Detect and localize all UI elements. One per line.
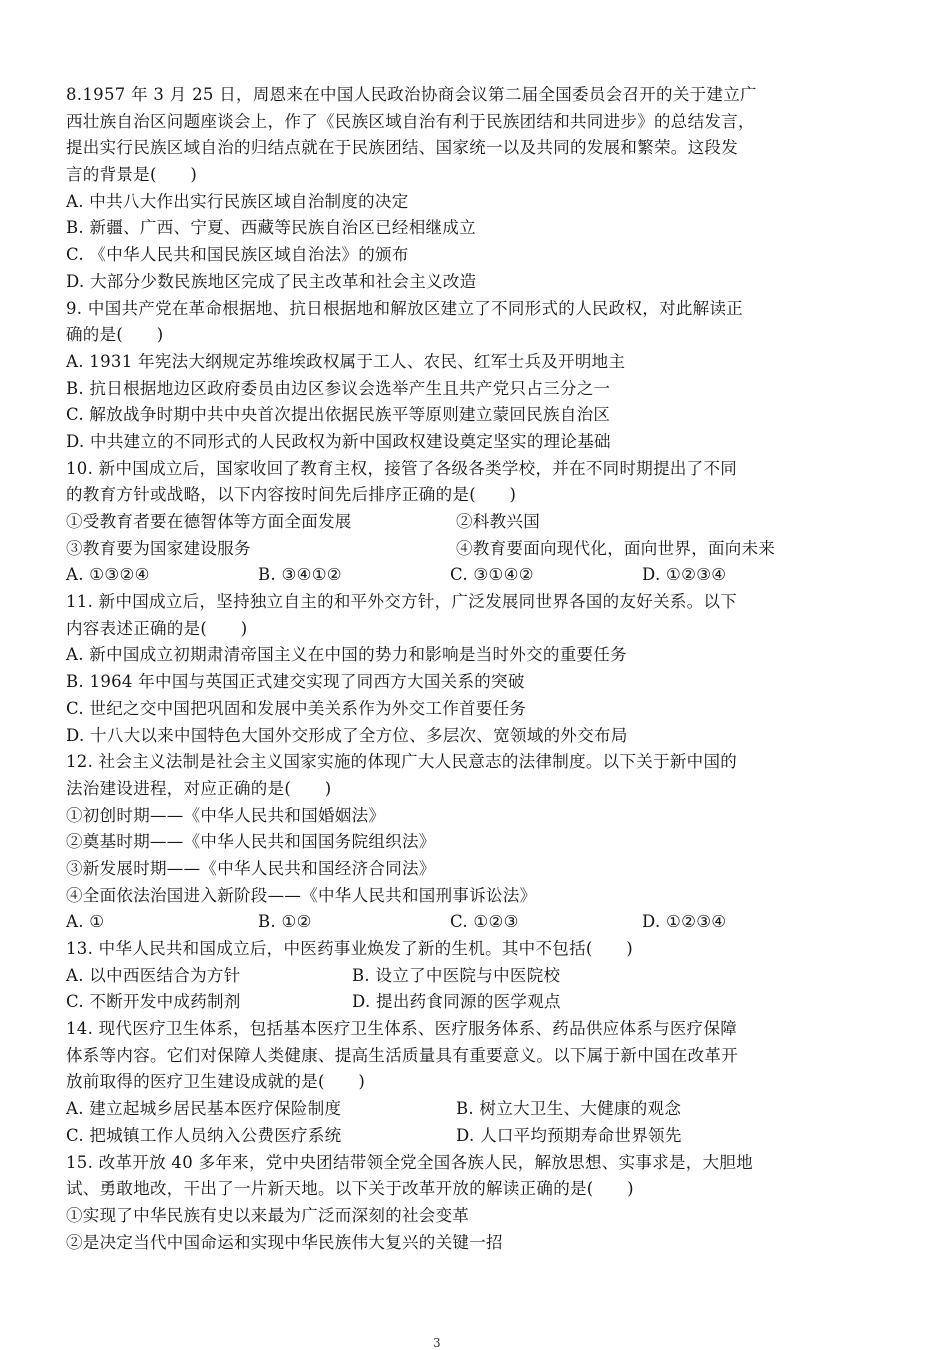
- q10-item-2: ②科教兴国: [456, 512, 540, 531]
- q8-option-c: C. 《中华人民共和国民族区域自治法》的颁布: [66, 245, 409, 265]
- q13-options-row: [66, 963, 814, 990]
- q14-options-row: [66, 1123, 814, 1150]
- q14-option-a: A. 建立起城乡居民基本医疗保险制度: [66, 1099, 342, 1119]
- q12-option-a: A. ①: [66, 912, 105, 932]
- q14-stem-line: 体系等内容。它们对保障人类健康、提高生活质量具有重要意义。以下属于新中国在改革开: [66, 1045, 738, 1065]
- q12-stem-line: 法治建设进程，对应正确的是( ): [66, 778, 332, 798]
- q11-option-d: D. 十八大以来中国特色大国外交形成了全方位、多层次、宽领域的外交布局: [66, 725, 628, 745]
- q10-stem-line: 的教育方针或战略，以下内容按时间先后排序正确的是( ): [66, 485, 517, 505]
- q8-option-b: B. 新疆、广西、宁夏、西藏等民族自治区已经相继成立: [66, 218, 476, 238]
- q14-stem-line: 14. 现代医疗卫生体系，包括基本医疗卫生体系、医疗服务体系、药品供应体系与医疗保障: [66, 1019, 738, 1039]
- q13-stem-line: 13. 中华人民共和国成立后，中医药事业焕发了新的生机。其中不包括( ): [66, 939, 633, 958]
- q11-stem-line: 11. 新中国成立后，坚持独立自主的和平外交方针，广泛发展同世界各国的友好关系。以下: [66, 592, 738, 612]
- q9-stem-line: 9. 中国共产党在革命根据地、抗日根据地和解放区建立了不同形式的人民政权，对此解读正: [66, 298, 744, 318]
- q9-option-d: D. 中共建立的不同形式的人民政权为新中国政权建设奠定坚实的理论基础: [66, 431, 611, 451]
- q10-option-c: C. ③①④②: [450, 565, 534, 585]
- q12-option-c: C. ①②③: [450, 912, 519, 932]
- q9-stem-line: 确的是( ): [66, 325, 164, 345]
- q12-option-d: D. ①②③④: [642, 912, 727, 932]
- q8-stem-line: 8.1957 年 3 月 25 日，周恩来在中国人民政治协商会议第二届全国委员会召开的关于建立广: [66, 85, 757, 104]
- q10-stem-line: 10. 新中国成立后，国家收回了教育主权，接管了各级各类学校，并在不同时期提出了不同: [66, 458, 738, 478]
- q14-options-row: [66, 1096, 814, 1123]
- question-sheet: [66, 82, 814, 1256]
- q12-stem-line: 12. 社会主义法制是社会主义国家实施的体现广大人民意志的法律制度。以下关于新中国的: [66, 752, 738, 772]
- q10-options-row: [66, 562, 814, 589]
- q14-option-d: D. 人口平均预期寿命世界领先: [456, 1125, 682, 1145]
- q13-option-a: A. 以中西医结合为方针: [66, 965, 241, 985]
- q15-stem-line: 试、勇敢地改，干出了一片新天地。以下关于改革开放的解读正确的是( ): [66, 1179, 634, 1199]
- q8-option-a: A. 中共八大作出实行民族区域自治制度的决定: [66, 191, 409, 211]
- q14-option-c: C. 把城镇工作人员纳入公费医疗系统: [66, 1125, 342, 1145]
- q8-stem-line: 提出实行民族区域自治的归结点就在于民族团结、国家统一以及共同的发展和繁荣。这段发: [66, 138, 738, 158]
- q9-option-c: C. 解放战争时期中共中央首次提出依据民族平等原则建立蒙回民族自治区: [66, 405, 611, 425]
- q10-item-3: ③教育要为国家建设服务: [66, 538, 251, 558]
- q12-item-4: ④全面依法治国进入新阶段——《中华人民共和国刑事诉讼法》: [66, 885, 537, 905]
- q8-option-d: D. 大部分少数民族地区完成了民主改革和社会主义改造: [66, 271, 477, 291]
- q11-stem-line: 内容表述正确的是( ): [66, 618, 248, 638]
- q10-option-d: D. ①②③④: [642, 565, 727, 585]
- q12-item-3: ③新发展时期——《中华人民共和国经济合同法》: [66, 858, 436, 878]
- q12-option-b: B. ①②: [258, 912, 312, 932]
- q14-stem-line: 放前取得的医疗卫生建设成就的是( ): [66, 1072, 366, 1092]
- q13-option-d: D. 提出药食同源的医学观点: [352, 992, 561, 1012]
- q8-stem-line: 言的背景是( ): [66, 165, 198, 185]
- q10-option-a: A. ①③②④: [66, 565, 150, 585]
- q13-options-row: [66, 989, 814, 1016]
- q9-option-b: B. 抗日根据地边区政府委员由边区参议会选举产生且共产党只占三分之一: [66, 378, 611, 398]
- q9-option-a: A. 1931 年宪法大纲规定苏维埃政权属于工人、农民、红军士兵及开明地主: [66, 351, 626, 371]
- q8-stem-line: 西壮族自治区问题座谈会上，作了《民族区域自治有利于民族团结和共同进步》的总结发言，: [66, 111, 755, 131]
- q10-item-4: ④教育要面向现代化，面向世界，面向未来: [456, 538, 776, 558]
- q10-items-row: [66, 509, 814, 536]
- q10-option-b: B. ③④①②: [258, 565, 342, 585]
- q10-item-1: ①受教育者要在德智体等方面全面发展: [66, 512, 352, 531]
- q12-item-2: ②奠基时期——《中华人民共和国国务院组织法》: [66, 832, 436, 852]
- q15-item-2: ②是决定当代中国命运和实现中华民族伟大复兴的关键一招: [66, 1232, 503, 1252]
- q15-item-1: ①实现了中华民族有史以来最为广泛而深刻的社会变革: [66, 1205, 470, 1225]
- q15-stem-line: 15. 改革开放 40 多年来，党中央团结带领全党全国各族人民，解放思想、实事求是，大胆地: [66, 1152, 753, 1172]
- q11-option-a: A. 新中国成立初期肃清帝国主义在中国的势力和影响是当时外交的重要任务: [66, 645, 627, 665]
- q14-option-b: B. 树立大卫生、大健康的观念: [456, 1099, 682, 1119]
- q12-options-row: [66, 909, 814, 936]
- q13-option-c: C. 不断开发中成药制剂: [66, 992, 241, 1012]
- q13-option-b: B. 设立了中医院与中医院校: [352, 965, 561, 985]
- q11-option-c: C. 世纪之交中国把巩固和发展中美关系作为外交工作首要任务: [66, 698, 527, 718]
- q12-item-1: ①初创时期——《中华人民共和国婚姻法》: [66, 805, 386, 825]
- q11-option-b: B. 1964 年中国与英国正式建交实现了同西方大国关系的突破: [66, 672, 525, 692]
- q10-items-row: [66, 536, 814, 563]
- page-number: 3: [433, 1336, 441, 1350]
